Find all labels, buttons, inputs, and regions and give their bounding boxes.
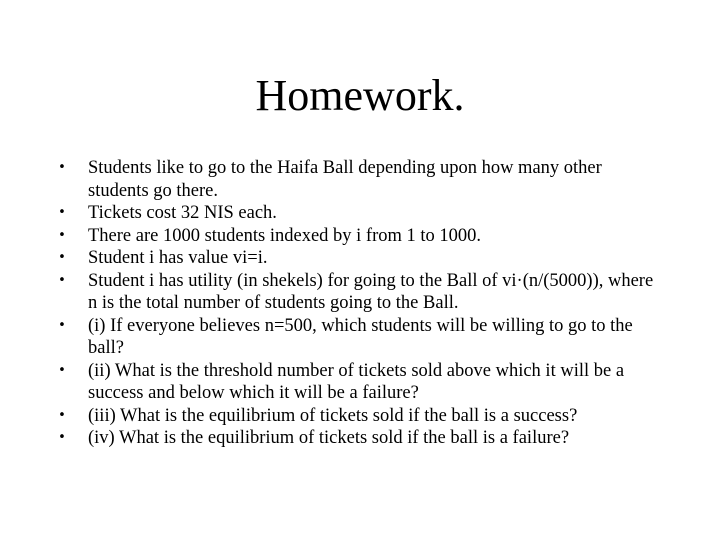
bullet-item	[56, 157, 666, 202]
bullet-icon: •	[58, 430, 66, 445]
bullet-text: Students like to go to the Haifa Ball depending upon how many other students go there.	[88, 158, 602, 201]
bullet-icon: •	[58, 362, 66, 378]
bullet-icon: •	[58, 250, 66, 265]
bullet-item	[56, 315, 666, 360]
bullet-text: (i) If everyone believes n=500, which students will be willing to go to the ball?	[88, 315, 633, 358]
bullet-text: (ii) What is the threshold number of tickets sold above which it will be a success and below which it will be a failure?	[88, 360, 625, 403]
bullet-icon: •	[58, 205, 66, 220]
bullet-list	[56, 157, 666, 450]
bullet-item	[56, 360, 666, 405]
bullet-text: Student i has value vi=i.	[88, 248, 268, 268]
bullet-text: Student i has utility (in shekels) for going to the Ball of vi·(n/(5000)), where n is the total number of students going to the Ball.	[88, 270, 654, 313]
bullet-icon: •	[58, 272, 66, 288]
bullet-icon: •	[58, 160, 66, 175]
bullet-item	[56, 270, 666, 315]
bullet-text: (iv) What is the equilibrium of tickets sold if the ball is a failure?	[88, 428, 570, 448]
bullet-item	[56, 202, 666, 225]
slide-title: Homework.	[255, 71, 465, 120]
bullet-item	[56, 405, 666, 428]
bullet-text: (iii) What is the equilibrium of tickets sold if the ball is a success?	[88, 405, 578, 426]
bullet-text: There are 1000 students indexed by i from 1 to 1000.	[88, 225, 482, 246]
bullet-item	[56, 247, 666, 270]
bullet-item	[56, 427, 666, 450]
bullet-item	[56, 225, 666, 248]
bullet-text: Tickets cost 32 NIS each.	[88, 203, 277, 223]
bullet-icon: •	[58, 317, 66, 333]
bullet-icon: •	[58, 407, 66, 423]
bullet-icon: •	[58, 227, 66, 243]
